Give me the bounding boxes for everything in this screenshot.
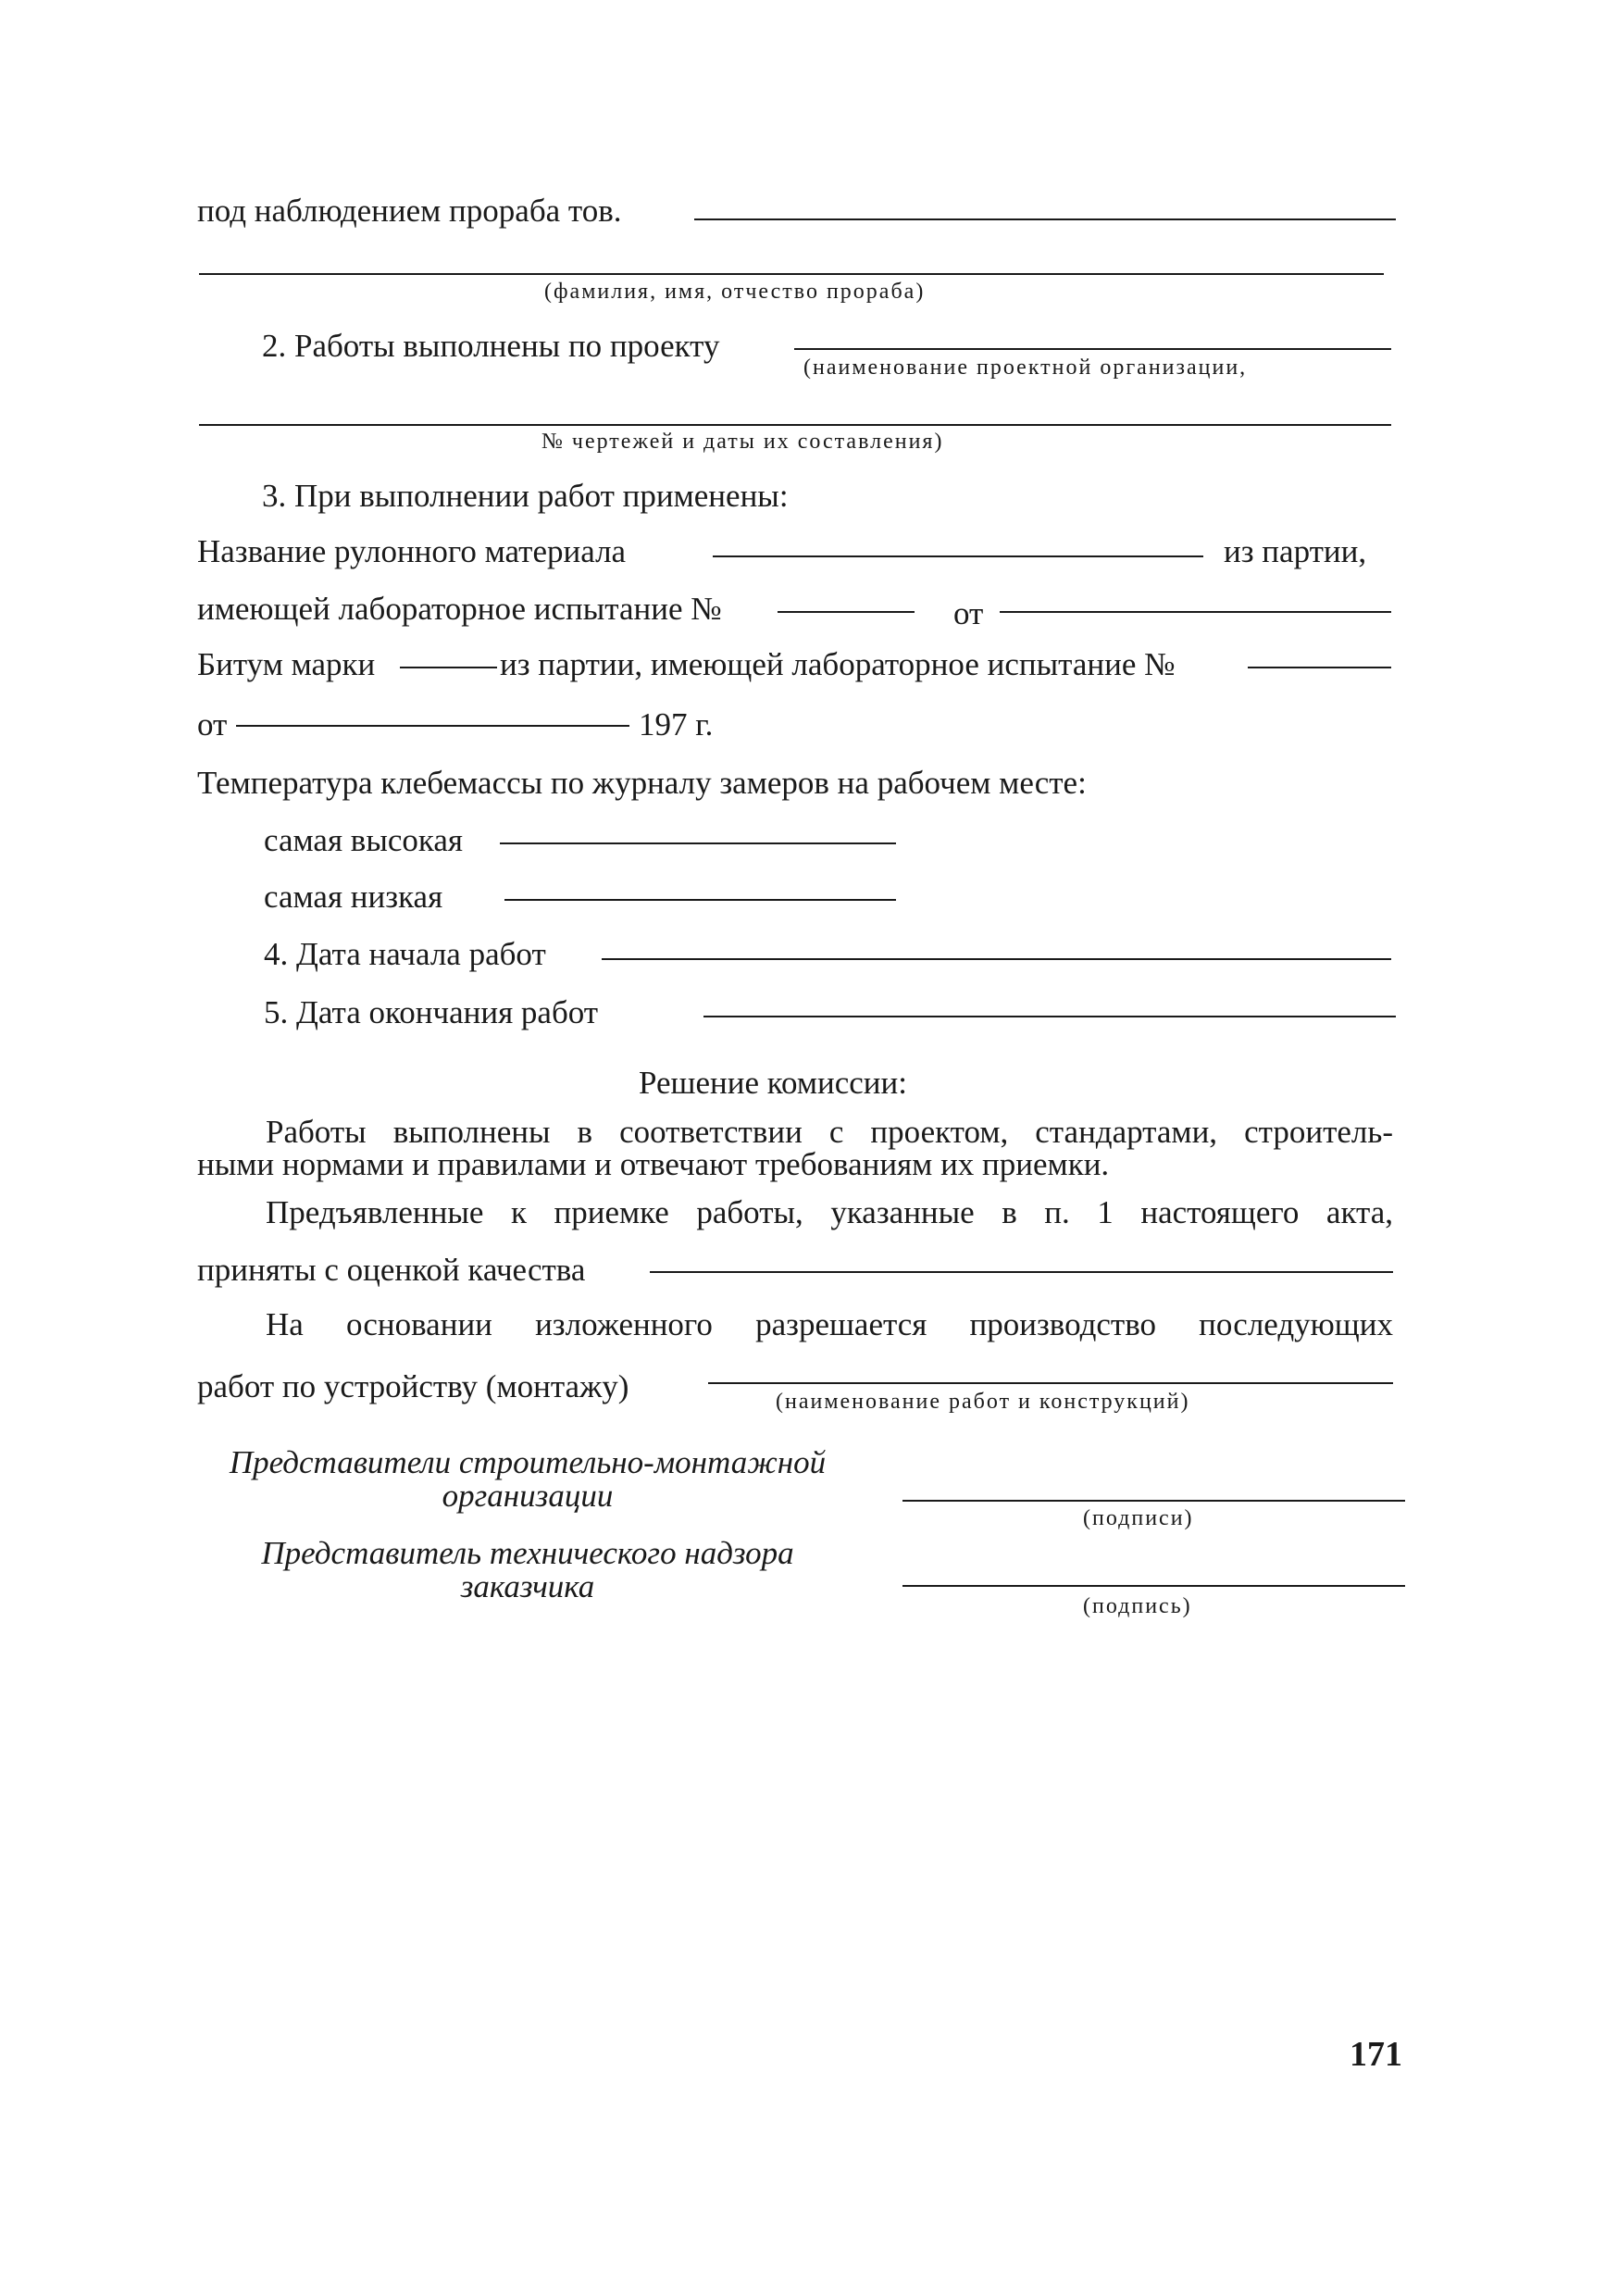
decision-paragraph-2-line-2: приняты с оценкой качества bbox=[197, 1252, 586, 1288]
foreman-name-field[interactable] bbox=[694, 218, 1396, 220]
lab-test-date-field[interactable] bbox=[1000, 611, 1391, 613]
supervision-label: под наблюдением прораба тов. bbox=[197, 193, 622, 229]
customer-representative-line-1: Представитель технического надзора bbox=[261, 1535, 794, 1571]
bitumen-lab-test-field[interactable] bbox=[1248, 667, 1391, 668]
customer-signature-field[interactable] bbox=[902, 1585, 1405, 1587]
start-date-field[interactable] bbox=[602, 958, 1391, 960]
lab-test-number-field[interactable] bbox=[778, 611, 915, 613]
bitumen-date-field[interactable] bbox=[236, 725, 629, 727]
signatures-caption: (подписи) bbox=[1083, 1506, 1194, 1530]
end-date-field[interactable] bbox=[703, 1016, 1396, 1017]
drawings-field[interactable] bbox=[199, 424, 1391, 426]
page-number: 171 bbox=[1350, 2035, 1402, 2074]
quality-grade-field[interactable] bbox=[650, 1271, 1393, 1273]
decision-paragraph-2-line-1: Предъявленные к приемке работы, указанные в п. 1 настоящего акта, bbox=[266, 1194, 1393, 1230]
project-org-field[interactable] bbox=[794, 348, 1391, 350]
temp-low-field[interactable] bbox=[504, 899, 896, 901]
decision-heading: Решение комиссии: bbox=[639, 1065, 907, 1101]
decision-paragraph-3-line-1: На основании изложенного разрешается производство последующих bbox=[266, 1306, 1393, 1342]
year-label: 197 г. bbox=[639, 706, 714, 742]
foreman-name-field-line2[interactable] bbox=[199, 273, 1384, 275]
decision-paragraph-1-line-1: Работы выполнены в соответствии с проектом, стандартами, строитель- bbox=[266, 1114, 1393, 1150]
temperature-heading: Температура клебемассы по журналу замеров на рабочем месте: bbox=[197, 765, 1087, 801]
decision-paragraph-1-line-2: ными нормами и правилами и отвечают требованиям их приемки. bbox=[197, 1146, 1110, 1182]
drawings-caption: № чертежей и даты их составления) bbox=[541, 430, 944, 454]
works-field[interactable] bbox=[708, 1382, 1393, 1384]
lab-test-date-label: от bbox=[953, 595, 984, 631]
foreman-caption: (фамилия, имя, отчество прораба) bbox=[544, 280, 926, 304]
bitumen-grade-label: Битум марки bbox=[197, 646, 376, 682]
temp-low-label: самая низкая bbox=[264, 879, 443, 915]
project-org-caption: (наименование проектной организации, bbox=[803, 356, 1248, 380]
bitumen-date-label: от bbox=[197, 706, 228, 742]
item-3-label: 3. При выполнении работ применены: bbox=[262, 478, 789, 514]
roll-material-label: Название рулонного материала bbox=[197, 533, 627, 569]
customer-representative-line-2: заказчика bbox=[460, 1568, 595, 1604]
lab-test-label: имеющей лабораторное испытание № bbox=[197, 591, 722, 627]
works-caption: (наименование работ и конструкций) bbox=[776, 1390, 1190, 1414]
bitumen-batch-label: из партии, имеющей лабораторное испытание № bbox=[500, 646, 1176, 682]
bitumen-grade-field[interactable] bbox=[400, 667, 497, 668]
item-4-label: 4. Дата начала работ bbox=[264, 936, 546, 972]
builders-signature-field[interactable] bbox=[902, 1500, 1405, 1502]
temp-high-label: самая высокая bbox=[264, 822, 463, 858]
signature-caption: (подпись) bbox=[1083, 1594, 1192, 1618]
item-5-label: 5. Дата окончания работ bbox=[264, 994, 599, 1030]
from-batch-label: из партии, bbox=[1224, 533, 1367, 569]
item-2-label: 2. Работы выполнены по проекту bbox=[262, 328, 720, 364]
roll-material-field[interactable] bbox=[713, 555, 1203, 557]
temp-high-field[interactable] bbox=[500, 842, 896, 844]
builders-representatives-line-1: Представители строительно-монтажной bbox=[229, 1444, 827, 1480]
decision-paragraph-3-line-2: работ по устройству (монтажу) bbox=[197, 1368, 629, 1404]
builders-representatives-line-2: организации bbox=[442, 1478, 614, 1514]
